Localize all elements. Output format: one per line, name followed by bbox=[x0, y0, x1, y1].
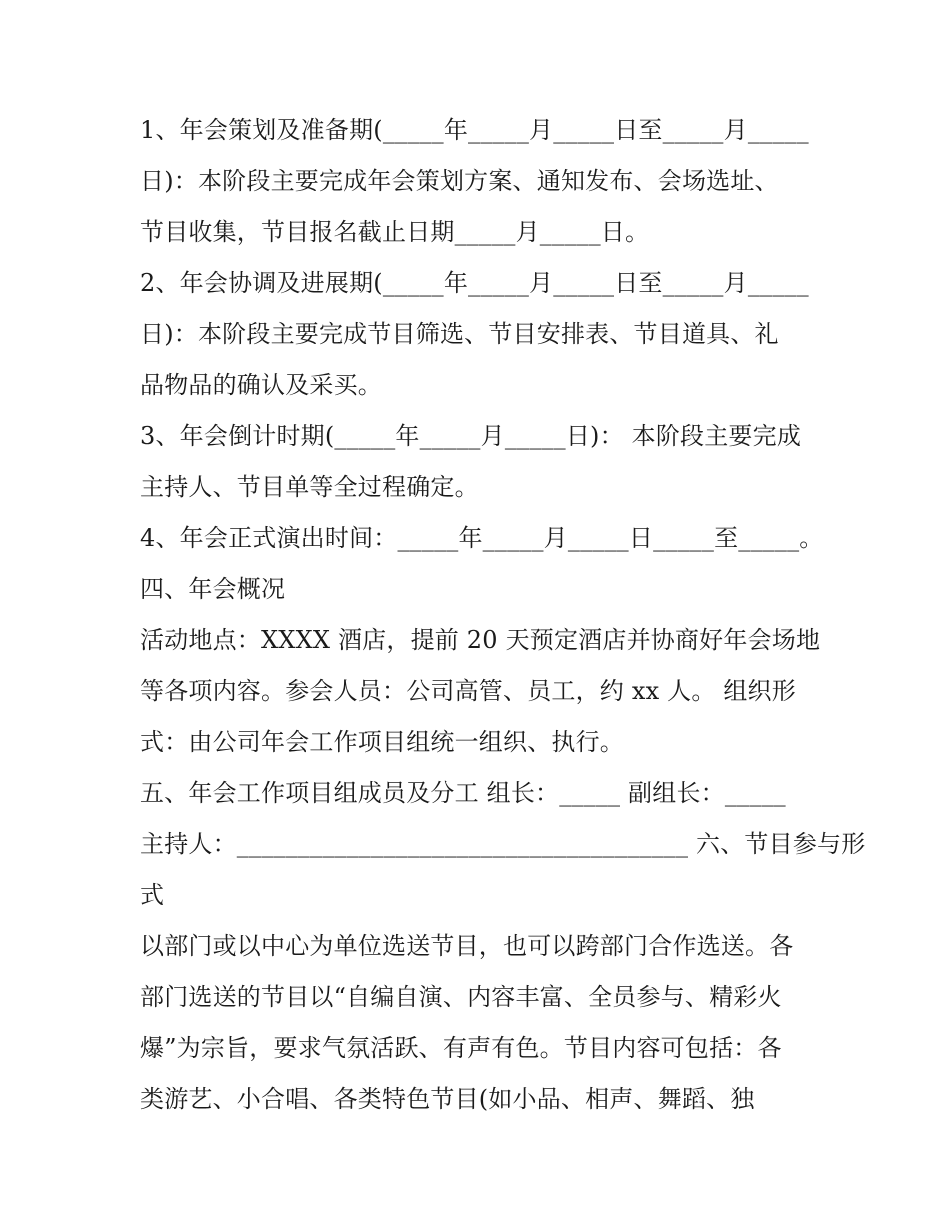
text-line: 等各项内容。参会人员：公司高管、员工，约 xx 人。 组织形 bbox=[140, 677, 796, 705]
text-line: 主持人、节目单等全过程确定。 bbox=[140, 473, 479, 501]
text-line: 节目收集，节目报名截止日期_____月_____日。 bbox=[140, 218, 650, 246]
text-line: 爆”为宗旨，要求气氛活跃、有声有色。节目内容可包括：各 bbox=[140, 1034, 782, 1062]
section-heading: 四、年会概况 bbox=[140, 575, 286, 603]
text-line: 活动地点：XXXX 酒店，提前 20 天预定酒店并协商好年会场地 bbox=[140, 626, 821, 654]
document-body bbox=[140, 105, 866, 1125]
text-line: 品物品的确认及采买。 bbox=[140, 371, 382, 399]
text-line: 3、年会倒计时期(_____年_____月_____日)： 本阶段主要完成 bbox=[140, 422, 802, 450]
text-line: 以部门或以中心为单位选送节目，也可以跨部门合作选送。各 bbox=[140, 932, 794, 960]
text-line: 4、年会正式演出时间：_____年_____月_____日_____至_____。 bbox=[140, 524, 824, 552]
text-line: 式：由公司年会工作项目组统一组织、执行。 bbox=[140, 728, 624, 756]
text-line: 日)：本阶段主要完成节目筛选、节目安排表、节目道具、礼 bbox=[140, 320, 779, 348]
text-line: 式 bbox=[140, 881, 165, 909]
text-line: 部门选送的节目以“自编自演、内容丰富、全员参与、精彩火 bbox=[140, 983, 782, 1011]
text-line: 2、年会协调及进展期(_____年_____月_____日至_____月_____ bbox=[140, 269, 809, 297]
text-line: 类游艺、小合唱、各类特色节目(如小品、相声、舞蹈、独 bbox=[140, 1085, 755, 1113]
text-line: 日)：本阶段主要完成年会策划方案、通知发布、会场选址、 bbox=[140, 167, 779, 195]
text-line: 主持人：_____________________________________ 六、节目参与形 bbox=[140, 830, 866, 858]
text-line: 五、年会工作项目组成员及分工 组长：_____ 副组长：_____ bbox=[140, 779, 786, 807]
text-line: 1、年会策划及准备期(_____年_____月_____日至_____月_____ bbox=[140, 116, 809, 144]
